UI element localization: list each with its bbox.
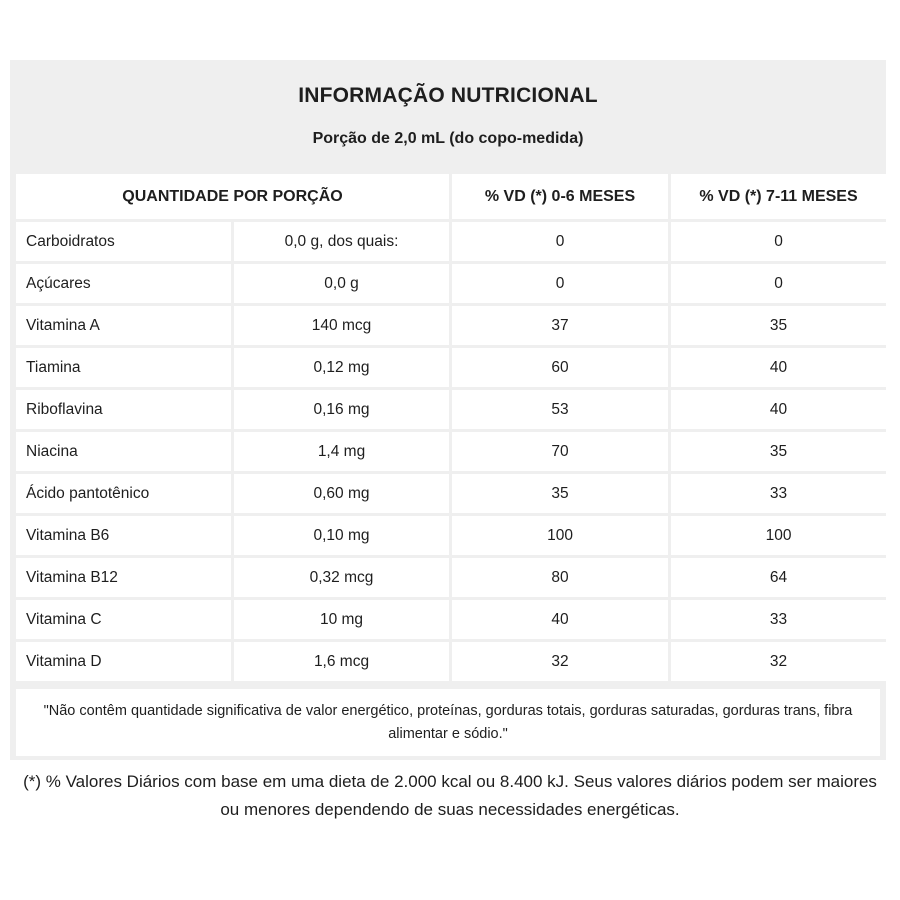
- header-quantity: QUANTIDADE POR PORÇÃO: [16, 174, 449, 219]
- vd-0-6-value: 40: [452, 600, 668, 639]
- table-row: [16, 432, 886, 471]
- nutrient-amount: 0,16 mg: [234, 390, 449, 429]
- vd-7-11-value: 35: [671, 306, 886, 345]
- vd-0-6-value: 80: [452, 558, 668, 597]
- vd-7-11-value: 32: [671, 642, 886, 681]
- nutrient-amount: 140 mcg: [234, 306, 449, 345]
- nutrient-name: Vitamina C: [16, 600, 231, 639]
- nutrient-amount: 10 mg: [234, 600, 449, 639]
- table-row: [16, 642, 886, 681]
- nutrient-name: Vitamina B6: [16, 516, 231, 555]
- table-row: [16, 516, 886, 555]
- vd-0-6-value: 32: [452, 642, 668, 681]
- daily-value-note: (*) % Valores Diários com base em uma dieta de 2.000 kcal ou 8.400 kJ. Seus valores diários podem ser maiores ou menores dependendo de suas necessidades energéticas.: [23, 772, 877, 819]
- vd-7-11-value: 40: [671, 390, 886, 429]
- footnote: "Não contêm quantidade significativa de valor energético, proteínas, gorduras totais, gorduras saturadas, gorduras trans, fibra alimentar e sódio.": [16, 689, 880, 756]
- nutrient-amount: 0,60 mg: [234, 474, 449, 513]
- vd-0-6-value: 70: [452, 432, 668, 471]
- vd-7-11-value: 0: [671, 264, 886, 303]
- nutrient-name: Tiamina: [16, 348, 231, 387]
- nutrient-name: Vitamina B12: [16, 558, 231, 597]
- table-body: [16, 222, 886, 681]
- table-row: [16, 558, 886, 597]
- vd-7-11-value: 35: [671, 432, 886, 471]
- nutrition-panel: [10, 60, 886, 760]
- nutrient-name: Riboflavina: [16, 390, 231, 429]
- vd-0-6-value: 0: [452, 222, 668, 261]
- nutrient-name: Ácido pantotênico: [16, 474, 231, 513]
- nutrient-amount: 0,32 mcg: [234, 558, 449, 597]
- nutrient-name: Carboidratos: [16, 222, 231, 261]
- nutrient-name: Vitamina D: [16, 642, 231, 681]
- vd-7-11-value: 40: [671, 348, 886, 387]
- vd-7-11-value: 64: [671, 558, 886, 597]
- nutrition-table: [13, 171, 889, 684]
- nutrition-title: INFORMAÇÃO NUTRICIONAL: [298, 84, 598, 107]
- vd-0-6-value: 0: [452, 264, 668, 303]
- vd-0-6-value: 100: [452, 516, 668, 555]
- vd-0-6-value: 53: [452, 390, 668, 429]
- table-row: [16, 222, 886, 261]
- nutrient-amount: 0,0 g: [234, 264, 449, 303]
- header-vd-7-11: % VD (*) 7-11 MESES: [671, 174, 886, 219]
- serving-size: Porção de 2,0 mL (do copo-medida): [312, 130, 584, 147]
- table-row: [16, 348, 886, 387]
- vd-7-11-value: 100: [671, 516, 886, 555]
- nutrient-amount: 0,12 mg: [234, 348, 449, 387]
- vd-0-6-value: 37: [452, 306, 668, 345]
- header-vd-0-6: % VD (*) 0-6 MESES: [452, 174, 668, 219]
- nutrient-amount: 0,0 g, dos quais:: [234, 222, 449, 261]
- nutrient-amount: 1,4 mg: [234, 432, 449, 471]
- table-row: [16, 306, 886, 345]
- vd-7-11-value: 33: [671, 474, 886, 513]
- vd-0-6-value: 35: [452, 474, 668, 513]
- vd-0-6-value: 60: [452, 348, 668, 387]
- nutrient-name: Niacina: [16, 432, 231, 471]
- nutrient-name: Açúcares: [16, 264, 231, 303]
- table-row: [16, 390, 886, 429]
- table-header-row: [16, 174, 886, 219]
- nutrient-name: Vitamina A: [16, 306, 231, 345]
- nutrient-amount: 0,10 mg: [234, 516, 449, 555]
- vd-7-11-value: 0: [671, 222, 886, 261]
- table-row: [16, 474, 886, 513]
- table-row: [16, 264, 886, 303]
- vd-7-11-value: 33: [671, 600, 886, 639]
- nutrient-amount: 1,6 mcg: [234, 642, 449, 681]
- table-row: [16, 600, 886, 639]
